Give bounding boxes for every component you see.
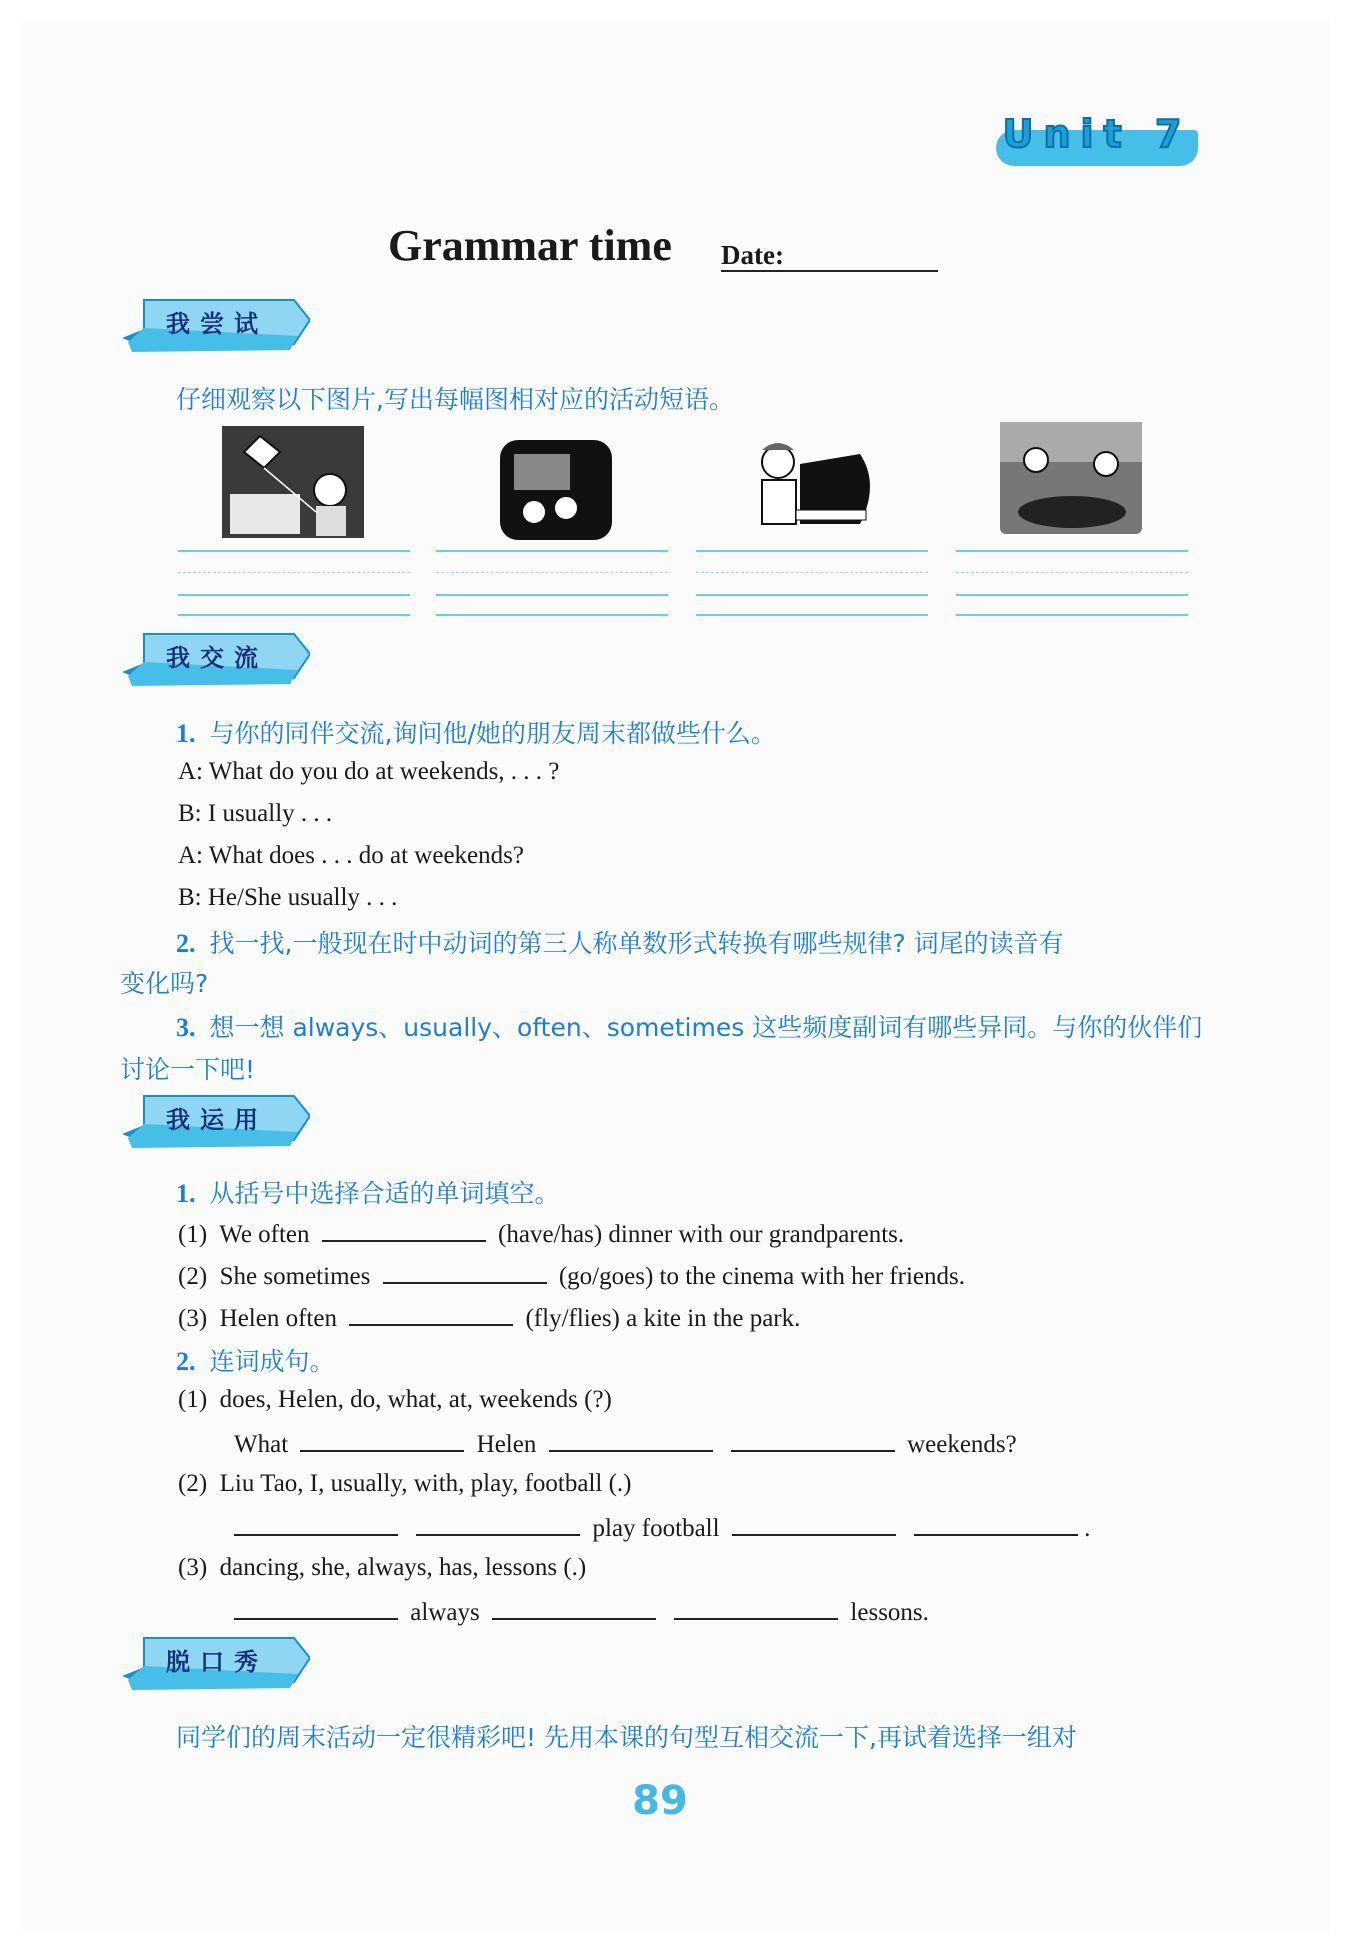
kite-picture-icon: [220, 424, 366, 540]
section-tab-label: 我运用: [166, 1106, 268, 1134]
talk-item-2-cont: 变化吗?: [120, 969, 209, 998]
unit-badge: [996, 112, 1198, 168]
piano-picture-icon: [740, 434, 886, 550]
order-item: (2) Liu Tao, I, usually, with, play, football (.): [178, 1470, 632, 1497]
section-tab-talk: [122, 632, 310, 692]
fill-blank[interactable]: [914, 1512, 1078, 1536]
order-item: (3) dancing, she, always, has, lessons (.): [178, 1554, 587, 1581]
talk-item-1: 1. 与你的同伴交流,询问他/她的朋友周末都做些什么。: [176, 719, 776, 748]
fill-item: (3) Helen often (fly/flies) a kite in the park.: [178, 1302, 800, 1333]
unit-badge-text: Unit 7: [1002, 112, 1192, 156]
section-tab-try: [122, 298, 310, 358]
talk-item-3: 3. 想一想 always、usually、often、sometimes 这些频度副词有哪些异同。与你的伙伴们: [176, 1013, 1203, 1042]
talk-item-2: 2. 找一找,一般现在时中动词的第三人称单数形式转换有哪些规律? 词尾的读音有: [176, 929, 1064, 958]
answer-lines-2[interactable]: [436, 550, 668, 618]
section-tab-label: 我交流: [166, 644, 268, 672]
picnic-picture-icon: [998, 420, 1144, 536]
order-answer: always lessons.: [234, 1596, 929, 1627]
try-instruction: 仔细观察以下图片,写出每幅图相对应的活动短语。: [176, 385, 734, 414]
section-tab-show: [122, 1636, 310, 1696]
date-label: Date:: [721, 240, 784, 270]
dialogue-line: A: What do you do at weekends, . . . ?: [178, 758, 560, 785]
order-item: (1) does, Helen, do, what, at, weekends (?): [178, 1386, 612, 1413]
use-q2-heading: 2. 连词成句。: [176, 1347, 335, 1376]
answer-lines-1[interactable]: [178, 550, 410, 618]
dialogue-line: B: I usually . . .: [178, 800, 333, 827]
fill-blank[interactable]: [549, 1428, 713, 1452]
order-answer: What Helen weekends?: [234, 1428, 1017, 1459]
fill-blank[interactable]: [322, 1218, 486, 1242]
order-answer: play football .: [234, 1512, 1090, 1543]
cinema-picture-icon: [492, 434, 638, 550]
fill-blank[interactable]: [300, 1428, 464, 1452]
page-title: Grammar time: [388, 221, 672, 270]
dialogue-line: A: What does . . . do at weekends?: [178, 842, 524, 869]
fill-item: (1) We often (have/has) dinner with our grandparents.: [178, 1218, 904, 1249]
page-number: 89: [632, 1778, 688, 1824]
section-tab-label: 我尝试: [166, 310, 268, 338]
fill-blank[interactable]: [349, 1302, 513, 1326]
talk-item-3-cont: 讨论一下吧!: [120, 1055, 256, 1084]
answer-lines-3[interactable]: [696, 550, 928, 618]
section-tab-label: 脱口秀: [166, 1648, 268, 1676]
answer-lines-4[interactable]: [956, 550, 1188, 618]
fill-blank[interactable]: [234, 1596, 398, 1620]
section-tab-use: [122, 1094, 310, 1154]
date-field[interactable]: [721, 270, 938, 272]
fill-blank[interactable]: [674, 1596, 838, 1620]
fill-blank[interactable]: [492, 1596, 656, 1620]
use-q1-heading: 1. 从括号中选择合适的单词填空。: [176, 1179, 560, 1208]
show-text: 同学们的周末活动一定很精彩吧! 先用本课的句型互相交流一下,再试着选择一组对: [176, 1723, 1077, 1752]
fill-blank[interactable]: [416, 1512, 580, 1536]
fill-blank[interactable]: [732, 1512, 896, 1536]
fill-item: (2) She sometimes (go/goes) to the cinema with her friends.: [178, 1260, 965, 1291]
fill-blank[interactable]: [383, 1260, 547, 1284]
fill-blank[interactable]: [234, 1512, 398, 1536]
fill-blank[interactable]: [731, 1428, 895, 1452]
dialogue-line: B: He/She usually . . .: [178, 884, 398, 911]
